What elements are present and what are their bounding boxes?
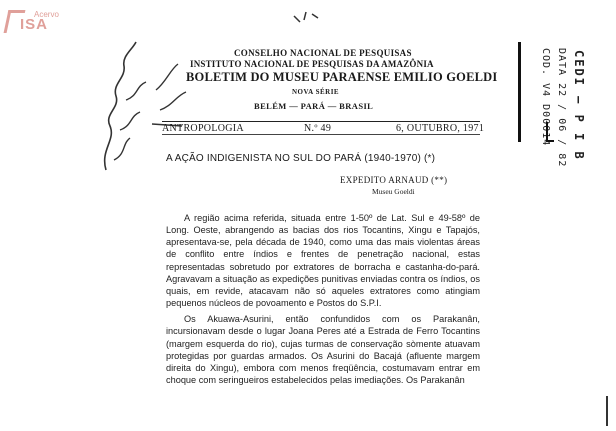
article-title: A AÇÃO INDIGENISTA NO SUL DO PARÁ (1940-1970) (*) [166, 153, 436, 164]
article-body [166, 212, 480, 386]
header-rule-bottom [162, 134, 480, 135]
header-series: NOVA SÉRIE [292, 88, 340, 96]
article-affiliation: Museu Goeldi [372, 187, 415, 196]
stamp-cod-line: COD. V4 D00014 [540, 48, 551, 147]
stamp-corner-mark [546, 122, 554, 142]
header-location: BELÉM — PARÁ — BRASIL [254, 101, 374, 111]
watermark-brand-text: ISA [20, 16, 49, 33]
header-institute: INSTITUTO NACIONAL DE PESQUISAS DA AMAZÔNIA [190, 59, 434, 69]
scribble-mark-icon [288, 8, 328, 28]
paragraph-1: A região acima referida, situada entre 1-50º de Lat. Sul e 49-58º de Long. Oeste, abrangendo as bacias dos rios Tocantins, Xingu e Tapajós, apresentava-se, pela década de 1940, como uma das mais violentas áreas de conflito entre índios e frentes de penetração nacional, estas representadas sobretudo por extratores de borracha e castanha-do-pará. Agravavam a situação as expedições punitivas enviadas contra os índios, os quais, em revide, atacavam não só aqueles extratores como atingiam pequenos núcleos de povoamento e Postos do S.P.I. [166, 213, 480, 309]
header-bulletin: BOLETIM DO MUSEU PARAENSE EMILIO GOELDI [186, 70, 498, 84]
meta-number: N.º 49 [304, 123, 332, 134]
header-council: CONSELHO NACIONAL DE PESQUISAS [234, 48, 412, 58]
stamp-cedi-label: CEDI — P I B [572, 50, 586, 161]
article-author: EXPEDITO ARNAUD (**) [340, 175, 448, 185]
header-rule-top [162, 121, 480, 122]
meta-date: 6, OUTUBRO, 1971 [396, 123, 485, 134]
stamp-data-line: DATA 22 / 06 / 82 [556, 48, 567, 168]
watermark-top-text: Acervo [34, 10, 59, 19]
page-edge-mark [606, 396, 614, 426]
paragraph-2: Os Akuawa-Asurini, então confundidos com os Parakanân, incursionavam desde o lugar Joana Peres até a Estrada de Ferro Tocantins (margem esquerda do rio), cujas turmas de conservação sòmente atuavam protegidas por guardas armados. Os Asurini do Bacajá (afluente margem direita do Xingu), embora com menos freqüência, costumavam entrar em choque com seringueiros estabelecidos pelas imediações. Os Parakanân [166, 314, 480, 386]
meta-section: ANTROPOLOGIA [162, 123, 244, 134]
